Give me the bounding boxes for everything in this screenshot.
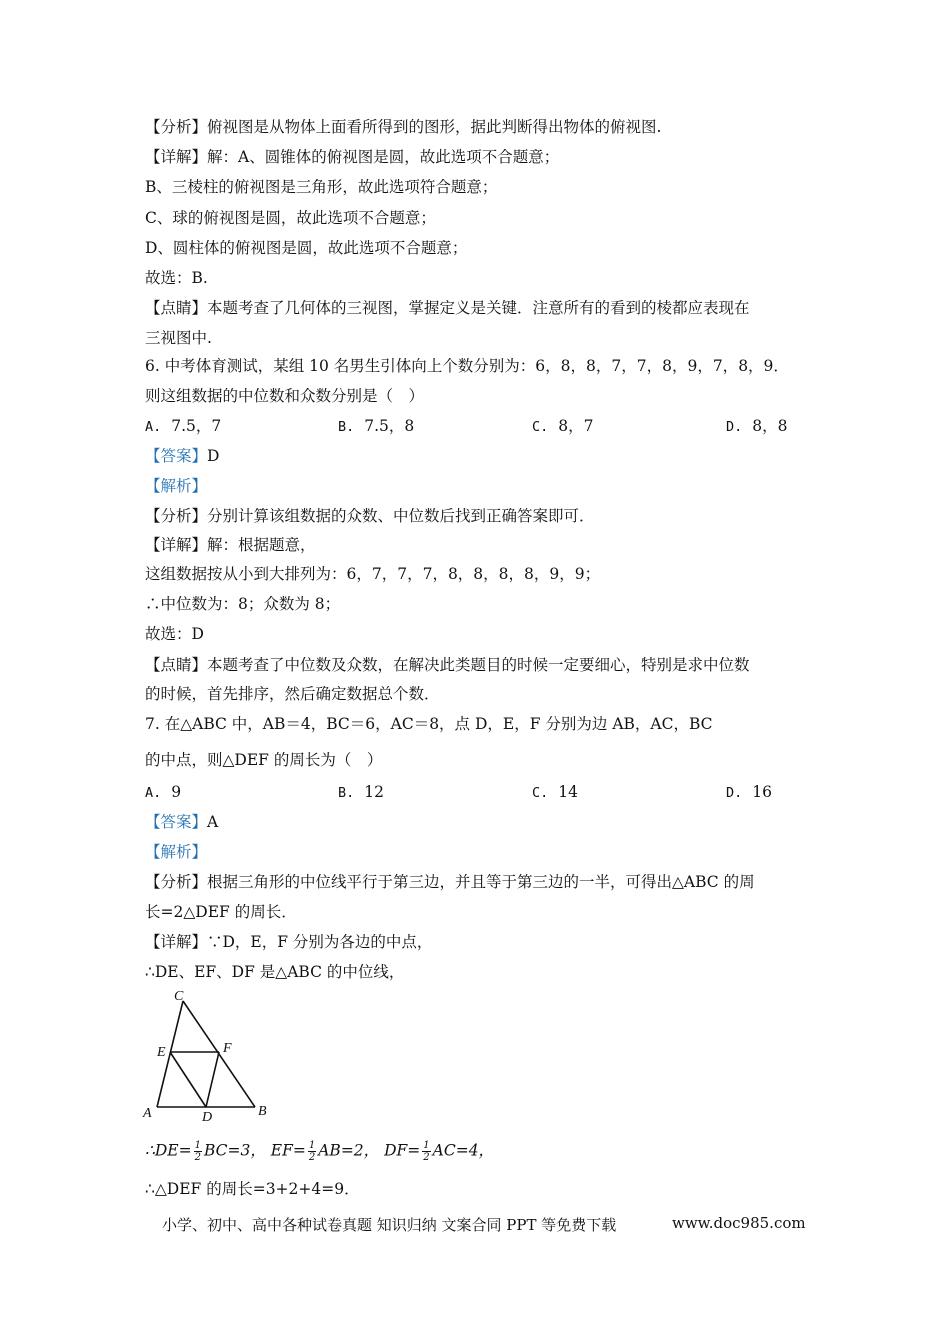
question-6-stem-a: 6. 中考体育测试，某组 10 名男生引体向上个数分别为：6，8，8，7，7，8，9，7，8，9．: [145, 357, 789, 375]
triangle-figure: [138, 988, 278, 1122]
line-option-b: B、三棱柱的俯视图是三角形，故此选项符合题意；: [145, 178, 498, 196]
q6-option-d: D. 8，8: [726, 417, 788, 435]
q7-midlines: ∴DE、EF、DF 是△ABC 的中位线，: [145, 963, 405, 981]
q6-select: 故选：D: [145, 625, 204, 643]
q7-analysis-b: 长=2△DEF 的周长．: [145, 903, 297, 921]
q6-analysis: 【分析】分别计算该组数据的众数、中位数后找到正确答案即可．: [145, 507, 595, 525]
q7-option-b: B. 12: [338, 783, 384, 801]
q6-comment-b: 的时候，首先排序，然后确定数据总个数．: [145, 685, 440, 703]
line-detail-5: 【详解】解：A、圆锥体的俯视图是圆，故此选项不合题意；: [145, 148, 560, 166]
footer-link[interactable]: www.doc985.com: [672, 1214, 806, 1232]
q6-option-c: C. 8，7: [532, 417, 594, 435]
q7-explain-tag: 【解析】: [145, 843, 208, 861]
label-e: E: [157, 1045, 166, 1060]
q7-option-c: C. 14: [532, 783, 578, 801]
line-option-d: D、圆柱体的俯视图是圆，故此选项不合题意；: [145, 239, 468, 257]
q6-sorted: 这组数据按从小到大排列为：6，7，7，7，8，8，8，8，9，9；: [145, 565, 601, 583]
q6-result: ∴中位数为：8；众数为 8；: [145, 595, 341, 613]
label-a: A: [143, 1106, 152, 1121]
question-7-stem-b: 的中点，则△DEF 的周长为（ ）: [145, 751, 383, 769]
label-d: D: [202, 1110, 213, 1122]
q7-detail: 【详解】∵D，E，F 分别为各边的中点，: [145, 933, 433, 951]
label-f: F: [223, 1041, 232, 1056]
label-b: B: [258, 1104, 267, 1119]
q6-option-b: B. 7.5，8: [338, 417, 415, 435]
line-select-5: 故选：B.: [145, 269, 208, 287]
q6-detail: 【详解】解：根据题意，: [145, 536, 316, 554]
question-6-stem-b: 则这组数据的中位数和众数分别是（ ）: [145, 387, 425, 405]
line-comment-5a: 【点睛】本题考查了几何体的三视图，掌握定义是关键．注意所有的看到的棱都应表现在: [145, 299, 750, 317]
footer-text: 小学、初中、高中各种试卷真题 知识归纳 文案合同 PPT 等免费下载: [162, 1216, 617, 1234]
q6-explain-tag: 【解析】: [145, 477, 208, 495]
q7-analysis-a: 【分析】根据三角形的中位线平行于第三边，并且等于第三边的一半，可得出△ABC 的周: [145, 873, 755, 891]
q6-answer: 【答案】D: [145, 447, 220, 465]
q7-answer: 【答案】A: [145, 813, 219, 831]
q7-calc: ∴DE= $\frac{1}{2}$ BC=3， EF= $\frac{1}{2}$ AB=2， DF= $\frac{1}{2}$ AC=4，: [145, 1140, 495, 1163]
line-option-c: C、球的俯视图是圆，故此选项不合题意；: [145, 209, 436, 227]
line-comment-5b: 三视图中.: [145, 329, 212, 347]
line-analysis-5: 【分析】俯视图是从物体上面看所得到的图形，据此判断得出物体的俯视图.: [145, 118, 662, 136]
q6-option-a: A. 7.5，7: [145, 417, 222, 435]
label-c: C: [174, 989, 184, 1004]
q6-comment-a: 【点睛】本题考查了中位数及众数，在解决此类题目的时候一定要细心，特别是求中位数: [145, 656, 750, 674]
q7-result: ∴△DEF 的周长=3+2+4=9．: [145, 1180, 360, 1198]
q7-option-a: A. 9: [145, 783, 182, 801]
q7-option-d: D. 16: [726, 783, 772, 801]
question-7-stem-a: 7. 在△ABC 中，AB＝4，BC＝6，AC＝8，点 D，E，F 分别为边 AB，AC，BC: [145, 715, 713, 733]
